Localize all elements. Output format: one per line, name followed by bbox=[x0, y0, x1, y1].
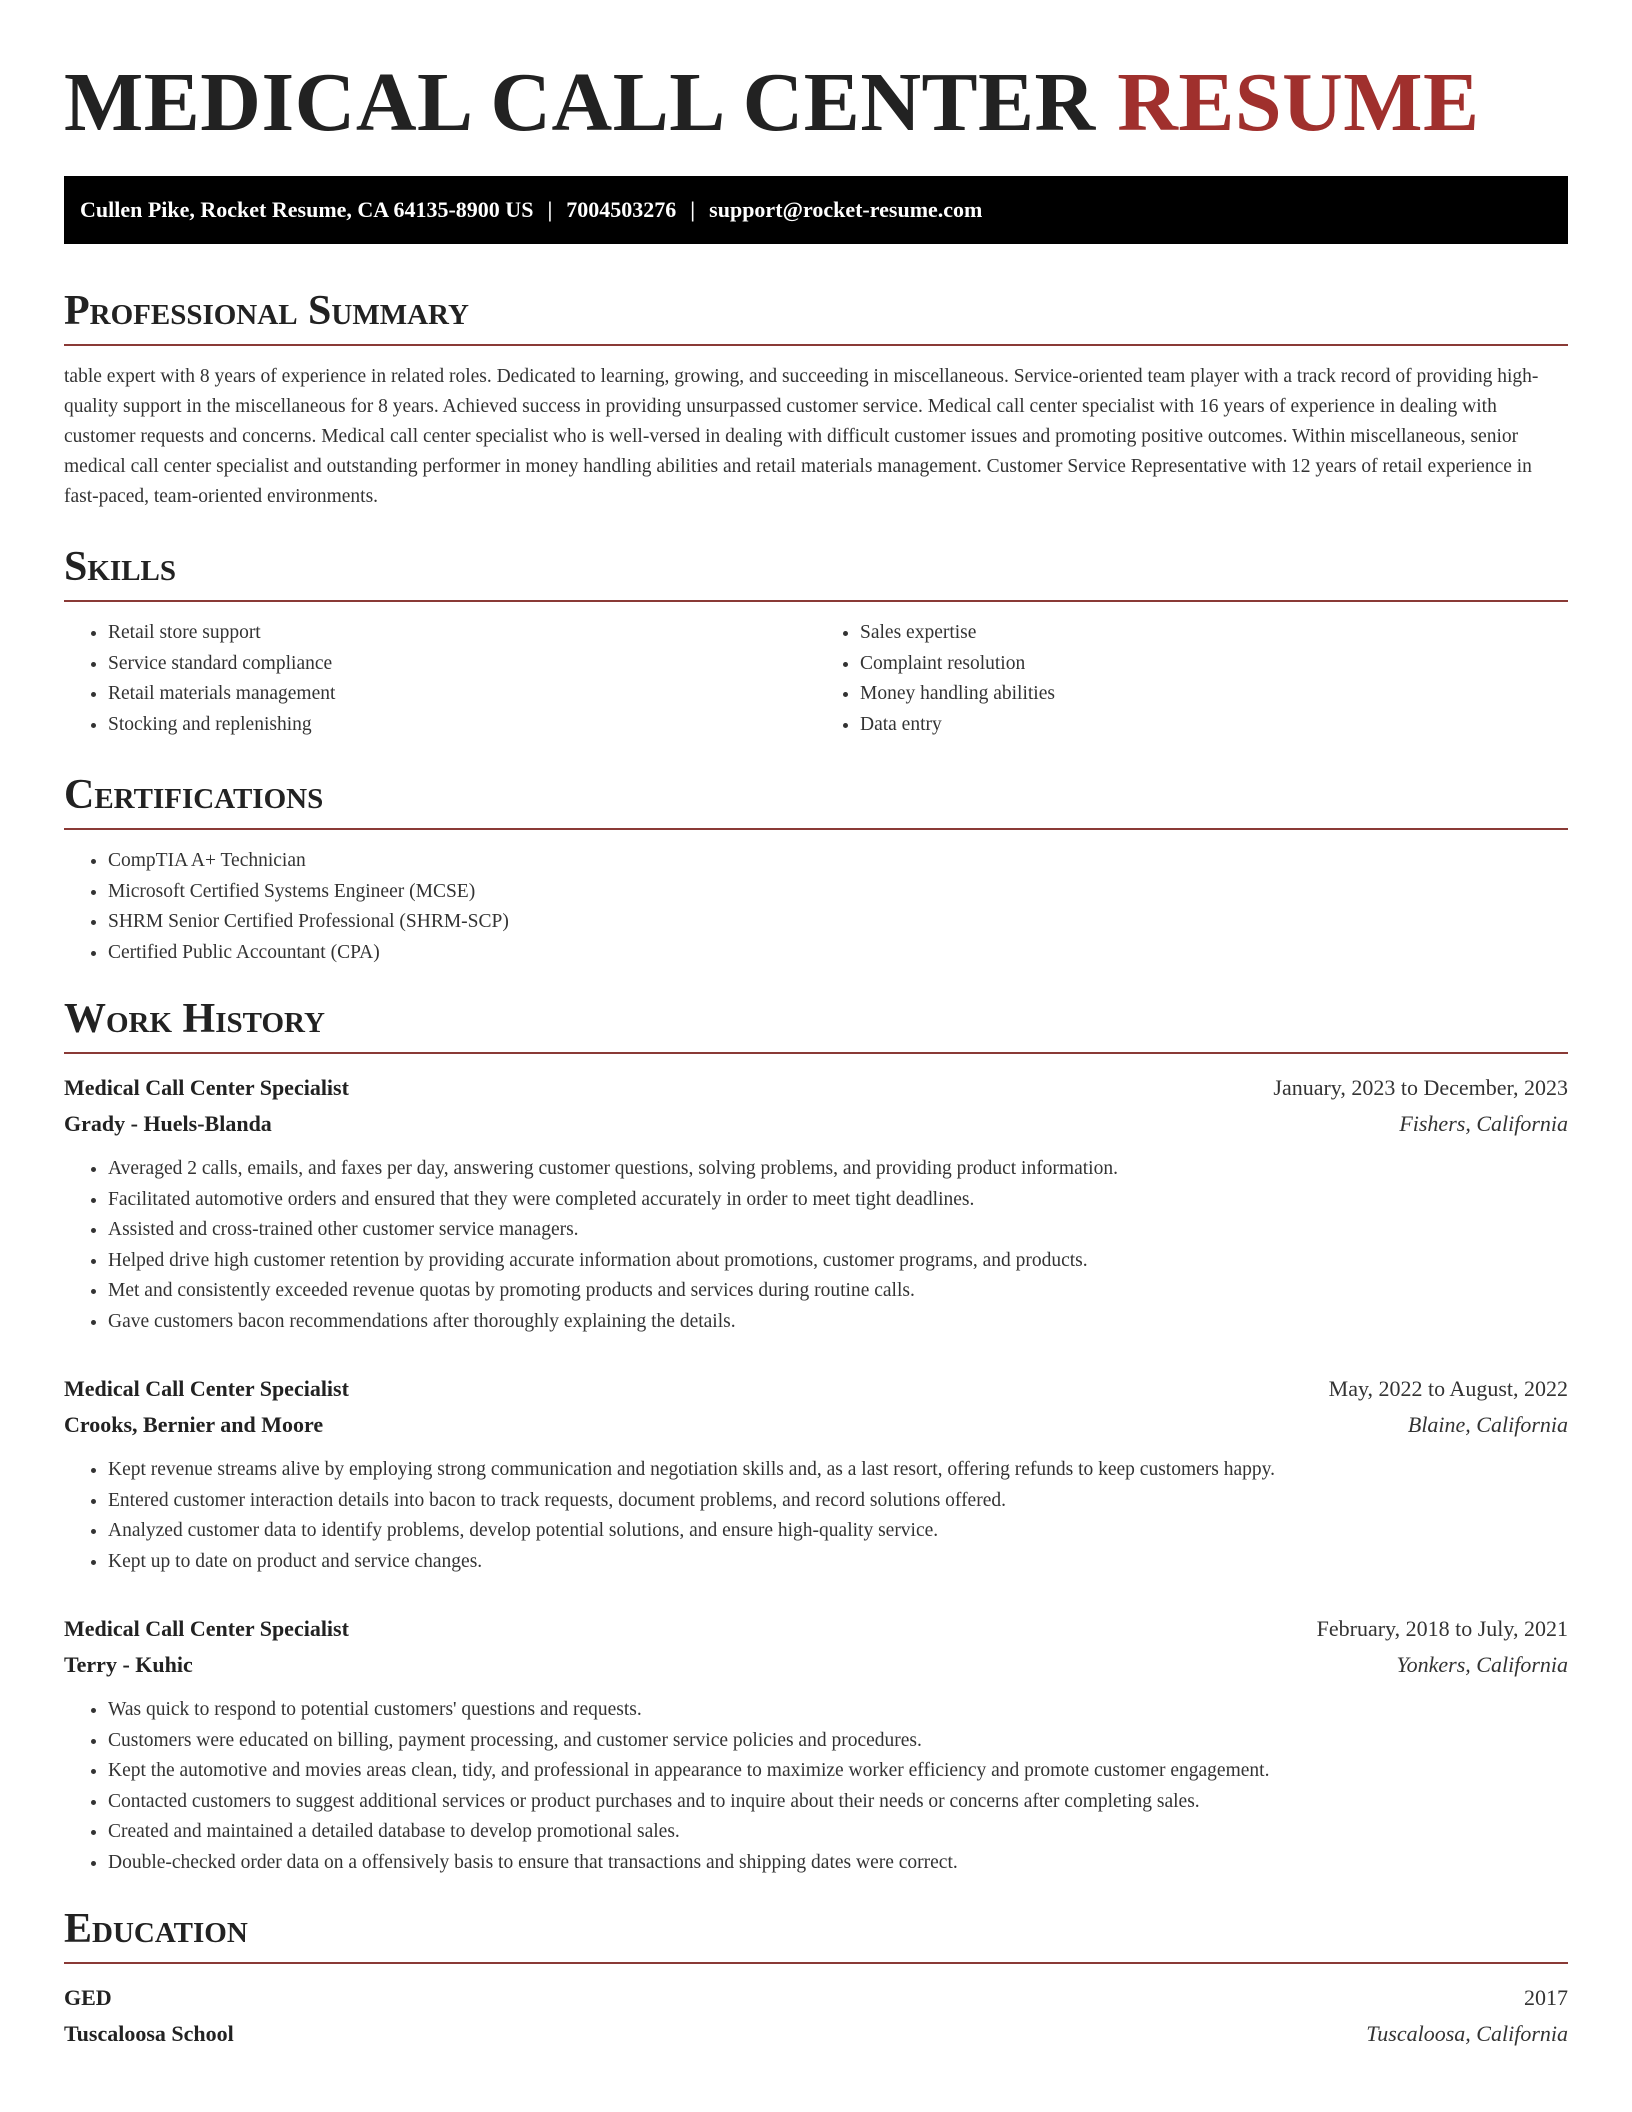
section-heading-work: Work History bbox=[64, 994, 1568, 1054]
education-entry bbox=[64, 1980, 1568, 2052]
job-bullet: • Averaged 2 calls, emails, and faxes per day, answering customer questions, solving problems, and providing product information. bbox=[108, 1154, 1568, 1185]
job-company: Grady - Huels-Blanda bbox=[64, 1111, 272, 1136]
skills-section bbox=[64, 542, 1568, 740]
job-entry bbox=[64, 1611, 1568, 1878]
job-bullet: • Facilitated automotive orders and ensured that they were completed accurately in order to meet tight deadlines. bbox=[108, 1185, 1568, 1216]
summary-text: table expert with 8 years of experience in related roles. Dedicated to learning, growing, and succeeding in miscellaneous. Service-oriented team player with a track record of providing high-quality support in the miscellaneous for 8 years. Achieved success in providing unsurpassed customer service. Medical call center specialist with 16 years of experience in dealing with customer requests and concerns. Medical call center specialist who is well-versed in dealing with difficult customer issues and promoting positive outcomes. Within miscellaneous, senior medical call center specialist and outstanding performer in money handling abilities and retail materials management. Customer Service Representative with 12 years of retail experience in fast-paced, team-oriented environments. bbox=[64, 366, 1539, 507]
skill-item: • Complaint resolution bbox=[860, 649, 1568, 680]
skill-item: • Money handling abilities bbox=[860, 679, 1568, 710]
job-company: Crooks, Bernier and Moore bbox=[64, 1412, 324, 1437]
job-location: Blaine, California bbox=[1407, 1412, 1568, 1437]
certification-item: • Certified Public Accountant (CPA) bbox=[108, 938, 1568, 969]
education-degree-row bbox=[64, 1980, 1568, 2016]
contact-phone[interactable]: 7004503276 bbox=[566, 197, 677, 222]
title-accent: RESUME bbox=[1117, 56, 1480, 149]
certifications-section bbox=[64, 770, 1568, 968]
job-entry bbox=[64, 1070, 1568, 1337]
resume-title bbox=[64, 48, 1568, 176]
job-bullet: • Contacted customers to suggest additional services or product purchases and to inquire about their needs or concerns after completing sales. bbox=[108, 1787, 1568, 1818]
skills-grid bbox=[64, 618, 1568, 740]
skills-list-left bbox=[64, 618, 816, 740]
job-entry bbox=[64, 1371, 1568, 1577]
job-bullet: • Assisted and cross-trained other customer service managers. bbox=[108, 1215, 1568, 1246]
section-heading-skills: Skills bbox=[64, 542, 1568, 602]
job-header-row bbox=[64, 1611, 1568, 1647]
job-bullet: • Entered customer interaction details into bacon to track requests, document problems, and record solutions offered. bbox=[108, 1486, 1568, 1517]
education-degree: GED bbox=[64, 1985, 112, 2010]
certification-item: • SHRM Senior Certified Professional (SHRM-SCP) bbox=[108, 907, 1568, 938]
job-bullet: • Helped drive high customer retention by providing accurate information about promotions, customer programs, and products. bbox=[108, 1246, 1568, 1277]
job-bullet: • Was quick to respond to potential customers' questions and requests. bbox=[108, 1695, 1568, 1726]
job-location: Yonkers, California bbox=[1396, 1652, 1568, 1677]
job-location: Fishers, California bbox=[1399, 1111, 1568, 1136]
job-bullet: • Created and maintained a detailed database to develop promotional sales. bbox=[108, 1817, 1568, 1848]
summary-section bbox=[64, 286, 1568, 512]
skill-item: • Retail materials management bbox=[108, 679, 816, 710]
job-company-row bbox=[64, 1106, 1568, 1142]
education-section bbox=[64, 1904, 1568, 2052]
section-heading-certifications: Certifications bbox=[64, 770, 1568, 830]
certification-item: • CompTIA A+ Technician bbox=[108, 846, 1568, 877]
certifications-list bbox=[64, 846, 1568, 968]
job-bullet: • Gave customers bacon recommendations after thoroughly explaining the details. bbox=[108, 1307, 1568, 1338]
job-bullet: • Kept up to date on product and service changes. bbox=[108, 1547, 1568, 1578]
resume-page bbox=[64, 48, 1568, 2052]
job-dates: February, 2018 to July, 2021 bbox=[1316, 1616, 1568, 1641]
education-location: Tuscaloosa, California bbox=[1366, 2021, 1568, 2046]
job-bullet: • Customers were educated on billing, payment processing, and customer service policies and procedures. bbox=[108, 1726, 1568, 1757]
contact-email[interactable]: support@rocket-resume.com bbox=[709, 197, 983, 222]
job-title: Medical Call Center Specialist bbox=[64, 1616, 349, 1641]
job-bullet: • Kept revenue streams alive by employing strong communication and negotiation skills and, as a last resort, offering refunds to keep customers happy. bbox=[108, 1455, 1568, 1486]
job-dates: May, 2022 to August, 2022 bbox=[1328, 1376, 1568, 1401]
job-bullet: • Double-checked order data on a offensively basis to ensure that transactions and shipping dates were correct. bbox=[108, 1848, 1568, 1879]
skill-item: • Data entry bbox=[860, 710, 1568, 741]
job-bullet: • Kept the automotive and movies areas clean, tidy, and professional in appearance to maximize worker efficiency and promote customer engagement. bbox=[108, 1756, 1568, 1787]
skill-item: • Stocking and replenishing bbox=[108, 710, 816, 741]
job-company: Terry - Kuhic bbox=[64, 1652, 193, 1677]
contact-separator: | bbox=[690, 197, 696, 222]
contact-separator: | bbox=[547, 197, 553, 222]
skill-item: • Retail store support bbox=[108, 618, 816, 649]
section-heading-summary: Professional Summary bbox=[64, 286, 1568, 346]
job-title: Medical Call Center Specialist bbox=[64, 1075, 349, 1100]
job-bullet: • Met and consistently exceeded revenue quotas by promoting products and services during routine calls. bbox=[108, 1276, 1568, 1307]
education-school: Tuscaloosa School bbox=[64, 2021, 234, 2046]
job-bullets bbox=[64, 1455, 1568, 1577]
job-header-row bbox=[64, 1070, 1568, 1106]
skill-item: • Service standard compliance bbox=[108, 649, 816, 680]
education-year: 2017 bbox=[1524, 1985, 1568, 2010]
education-school-row bbox=[64, 2016, 1568, 2052]
job-bullet: • Analyzed customer data to identify problems, develop potential solutions, and ensure high-quality service. bbox=[108, 1516, 1568, 1547]
job-company-row bbox=[64, 1647, 1568, 1683]
job-dates: January, 2023 to December, 2023 bbox=[1273, 1075, 1568, 1100]
section-heading-education: Education bbox=[64, 1904, 1568, 1964]
job-header-row bbox=[64, 1371, 1568, 1407]
job-company-row bbox=[64, 1407, 1568, 1443]
job-bullets bbox=[64, 1695, 1568, 1878]
job-title: Medical Call Center Specialist bbox=[64, 1376, 349, 1401]
skill-item: • Sales expertise bbox=[860, 618, 1568, 649]
contact-address: Cullen Pike, Rocket Resume, CA 64135-8900 US bbox=[80, 197, 534, 222]
job-bullets bbox=[64, 1154, 1568, 1337]
title-main: MEDICAL CALL CENTER bbox=[64, 56, 1096, 149]
skills-list-right bbox=[816, 618, 1568, 740]
certification-item: • Microsoft Certified Systems Engineer (MCSE) bbox=[108, 877, 1568, 908]
work-history-section bbox=[64, 994, 1568, 1878]
contact-bar bbox=[64, 176, 1568, 244]
